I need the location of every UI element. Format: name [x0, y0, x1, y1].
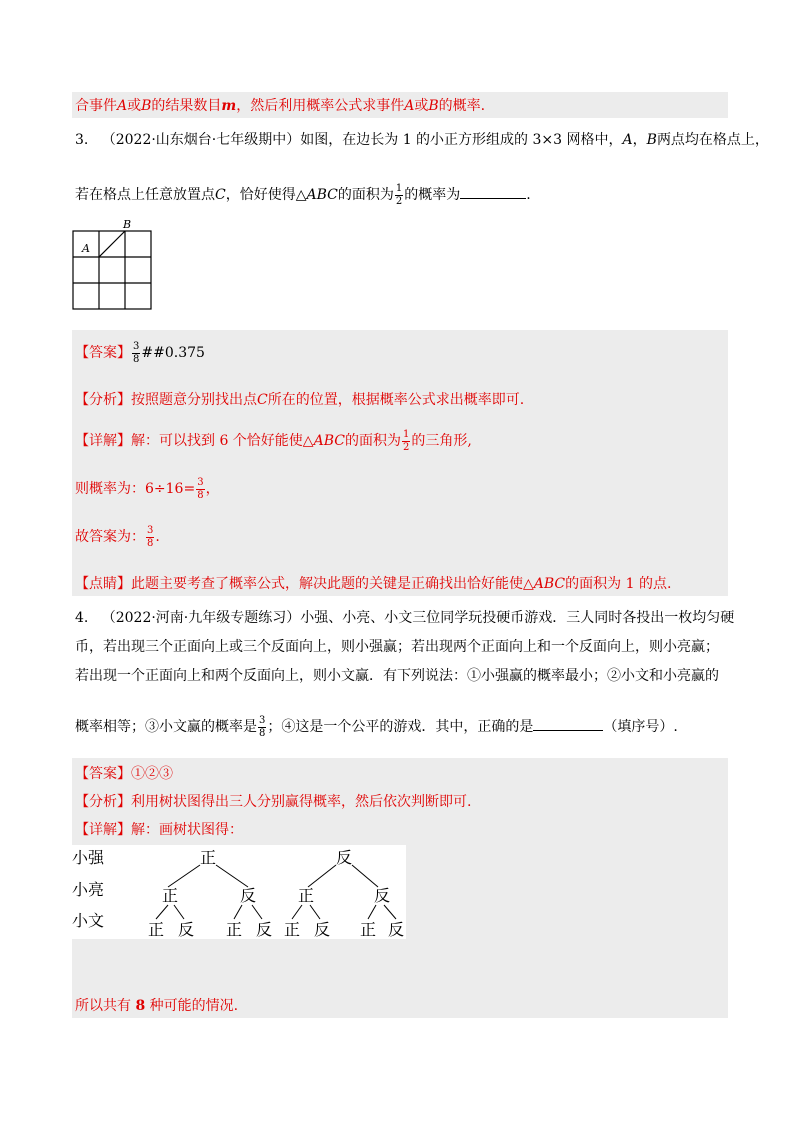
q4-summary: 所以共有 8 种可能的情况. [75, 998, 239, 1014]
row-label-xiaoqiang: 小强 [72, 848, 105, 867]
row-label-xiaowen: 小文 [72, 911, 105, 930]
q3-analysis: 【分析】按照题意分别找出点C所在的位置，根据概率公式求出概率即可. [75, 392, 525, 408]
leaf-tails: 反 [178, 920, 195, 939]
node-tails: 反 [240, 886, 257, 905]
q3-stem-line1: 3. （2022·山东烟台·七年级期中）如图，在边长为 1 的小正方形组成的 3×3 网格中，A，B两点均在格点上， [75, 132, 769, 148]
half-fraction: $\frac{1}{2}$ [395, 182, 403, 207]
node-tails: 反 [336, 848, 353, 867]
q4-detail: 【详解】解：画树状图得： [75, 822, 243, 838]
point-b-label: B [123, 218, 132, 231]
node-tails: 反 [374, 886, 391, 905]
leaf-tails: 反 [314, 920, 331, 939]
q3-stem-line2: 若在格点上任意放置点C，恰好使得△ABC的面积为 $\frac{1}{2}$ 的概率为 . [75, 182, 531, 207]
q3-detail: 【详解】解：可以找到 6 个恰好能使△ABC的面积为 $\frac{1}{2}$ 的三角形, [75, 428, 472, 453]
q3-solution-block [72, 330, 728, 596]
tree-diagram [70, 845, 406, 939]
answer-blank[interactable] [460, 184, 526, 199]
leaf-heads: 正 [360, 920, 377, 939]
q3-probability: 则概率为：6÷16= $\frac{3}{8}$ ， [75, 476, 220, 501]
grid-figure [70, 217, 154, 311]
q4-fraction: $\frac{3}{8}$ [259, 714, 266, 739]
node-heads: 正 [200, 848, 217, 867]
q4-stem-line4: 概率相等；③小文赢的概率是 $\frac{3}{8}$ ；④这是一个公平的游戏．其中，正确的是 （填序号）. [75, 714, 678, 739]
q4-analysis: 【分析】利用树状图得出三人分别赢得概率，然后依次判断即可. [75, 794, 472, 810]
prev-solution-tail: 合事件A或B的结果数目m，然后利用概率公式求事件A或B的概率. [75, 98, 486, 114]
leaf-heads: 正 [284, 920, 301, 939]
q4-stem-line2: 币，若出现三个正面向上或三个反面向上，则小强赢；若出现两个正面向上和一个反面向上，则小亮赢； [75, 639, 719, 655]
node-heads: 正 [162, 886, 179, 905]
answer-blank[interactable] [533, 716, 603, 731]
q3-comment: 【点睛】此题主要考查了概率公式，解决此题的关键是正确找出恰好能使△ABC的面积为 1 的点. [75, 576, 672, 592]
row-label-xiaoliang: 小亮 [72, 880, 105, 899]
q4-number: 4. [75, 610, 89, 626]
q4-stem-line3: 若出现一个正面向上和两个反面向上，则小文赢．有下列说法：①小强赢的概率最小；②小文和小亮赢的 [75, 668, 719, 684]
leaf-heads: 正 [226, 920, 243, 939]
node-heads: 正 [298, 886, 315, 905]
point-a-label: A [82, 242, 90, 255]
leaf-heads: 正 [148, 920, 165, 939]
leaf-tails: 反 [388, 920, 405, 939]
q4-answer: 【答案】①②③ [75, 766, 173, 782]
q3-answer: 【答案】 $\frac{3}{8}$ ##0.375 [75, 340, 205, 365]
answer-fraction: $\frac{3}{8}$ [133, 340, 140, 365]
q4-source: （2022·河南·九年级专题练习） [101, 610, 301, 626]
q4-stem-line1: 4. （2022·河南·九年级专题练习）小强、小亮、小文三位同学玩投硬币游戏．三人同时各投出一枚均匀硬 [75, 610, 735, 626]
q3-source: （2022·山东烟台·七年级期中） [101, 132, 301, 148]
q3-number: 3. [75, 132, 89, 148]
leaf-tails: 反 [256, 920, 273, 939]
q3-final: 故答案为： $\frac{3}{8}$ . [75, 524, 160, 549]
segment-ab [99, 231, 125, 257]
